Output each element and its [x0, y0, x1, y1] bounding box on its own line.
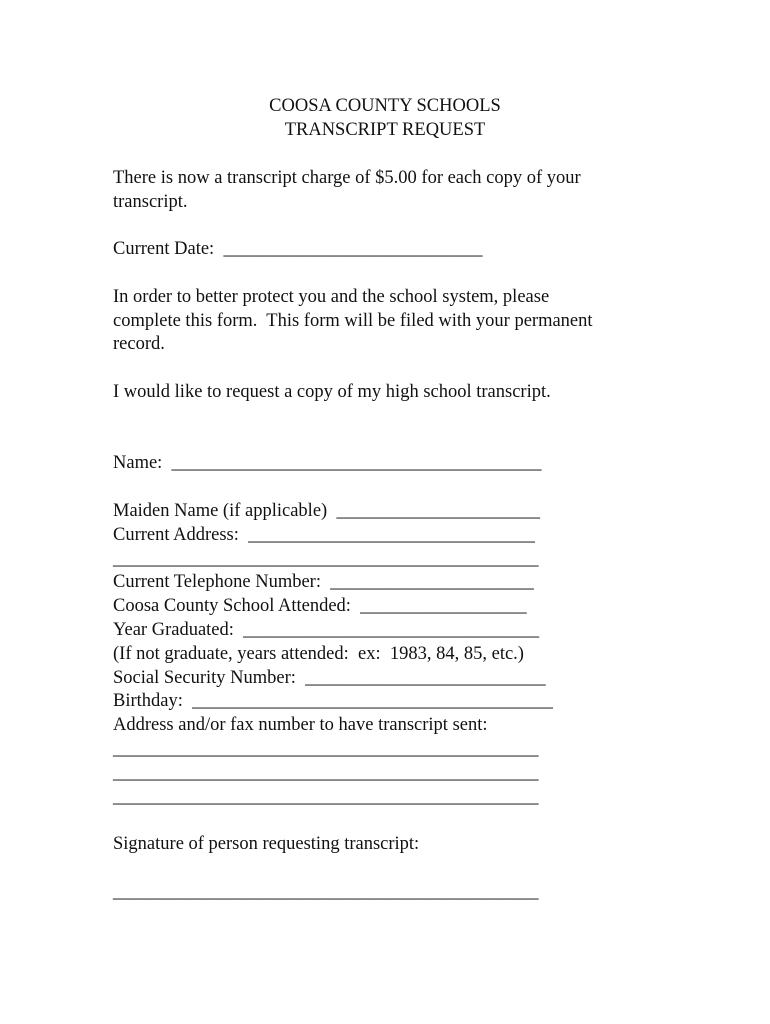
- charge-notice-line-2: transcript.: [113, 192, 188, 212]
- title-line-1: COOSA COUNTY SCHOOLS: [269, 96, 501, 116]
- send-to-line-1[interactable]: ______________________________________________: [113, 739, 539, 759]
- charge-notice-line-1: There is now a transcript charge of $5.00 for each copy of your: [113, 168, 581, 188]
- school-attended-field[interactable]: Coosa County School Attended: __________________: [113, 596, 527, 616]
- year-graduated-field[interactable]: Year Graduated: ________________________________: [113, 620, 540, 640]
- current-date-field[interactable]: Current Date: ____________________________: [113, 239, 483, 259]
- send-to-line-3[interactable]: ______________________________________________: [113, 787, 539, 807]
- maiden-name-field[interactable]: Maiden Name (if applicable) ______________________: [113, 501, 540, 521]
- birthday-field[interactable]: Birthday: _______________________________________: [113, 691, 553, 711]
- telephone-field[interactable]: Current Telephone Number: ______________________: [113, 572, 534, 592]
- not-graduate-note: (If not graduate, years attended: ex: 1983, 84, 85, etc.): [113, 644, 524, 664]
- protect-paragraph-line-2: complete this form. This form will be filed with your permanent: [113, 311, 593, 331]
- request-statement: I would like to request a copy of my high school transcript.: [113, 382, 551, 402]
- signature-label: Signature of person requesting transcript:: [113, 834, 420, 854]
- title-line-2: TRANSCRIPT REQUEST: [284, 120, 486, 140]
- protect-paragraph-line-1: In order to better protect you and the school system, please: [113, 287, 550, 307]
- signature-line[interactable]: ______________________________________________: [113, 882, 539, 902]
- protect-paragraph-line-3: record.: [113, 334, 165, 354]
- send-to-label: Address and/or fax number to have transcript sent:: [113, 715, 488, 735]
- current-address-line-2[interactable]: ______________________________________________: [113, 549, 539, 569]
- ssn-field[interactable]: Social Security Number: __________________________: [113, 668, 546, 688]
- send-to-line-2[interactable]: ______________________________________________: [113, 763, 539, 783]
- name-field[interactable]: Name: ________________________________________: [113, 453, 542, 473]
- current-address-field[interactable]: Current Address: _______________________________: [113, 525, 535, 545]
